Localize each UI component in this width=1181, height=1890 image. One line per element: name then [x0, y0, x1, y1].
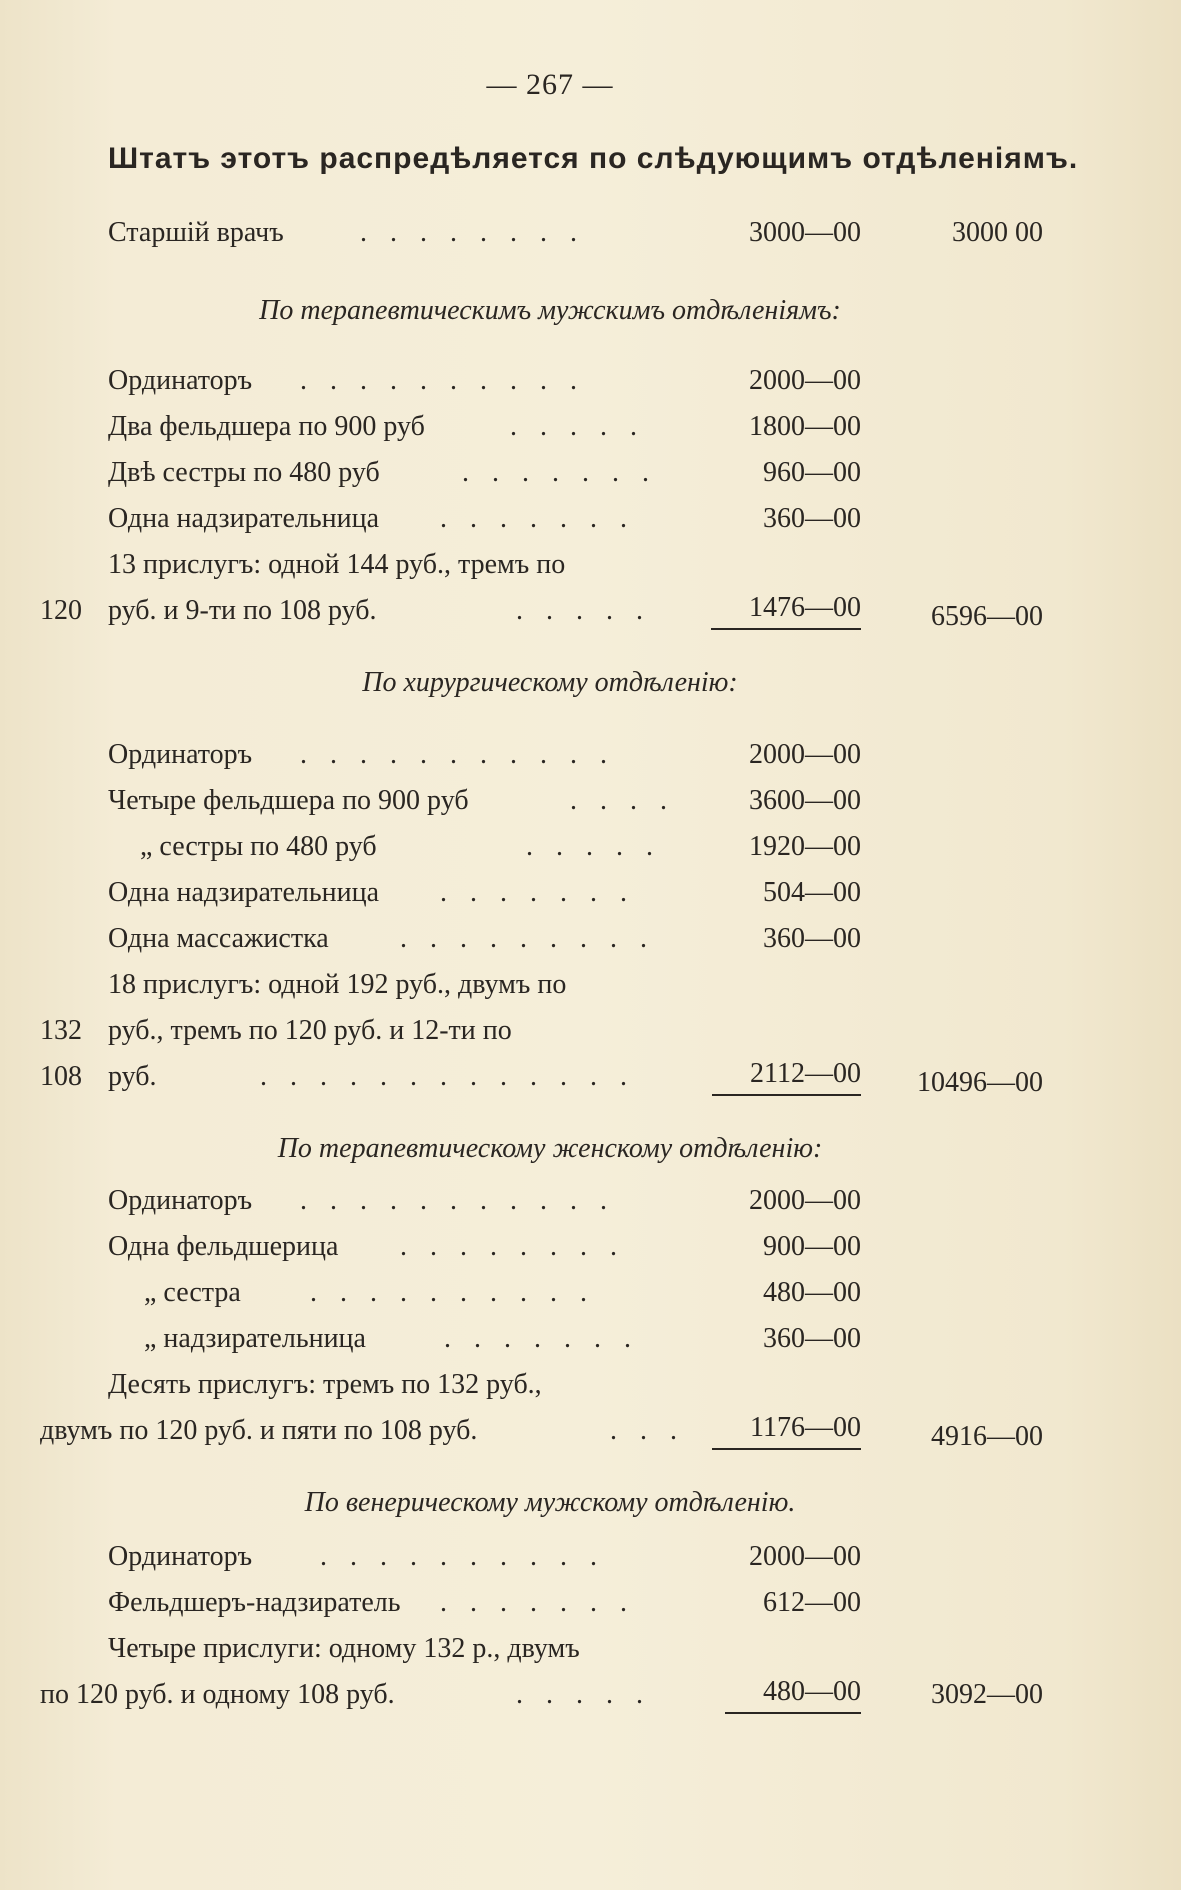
row-nurses: [0, 450, 1181, 496]
row-label: Фельдшеръ-надзиратель: [108, 1587, 401, 1618]
row-servants-line1: [0, 1362, 1181, 1408]
row-label: Ординаторъ: [108, 739, 253, 770]
row-amount: 2000—00: [749, 739, 861, 770]
servants-text: 18 прислугъ: одной 192 руб., двумъ по: [108, 969, 567, 1000]
servants-text: 13 прислугъ: одной 144 руб., тремъ по: [108, 549, 566, 580]
row-label: Ординаторъ: [108, 1185, 253, 1216]
row-label: Ординаторъ: [108, 365, 253, 396]
row-amount: 360—00: [763, 503, 861, 534]
servants-margin-number: 132: [40, 1015, 82, 1046]
section-total: 10496—00: [917, 1067, 1043, 1098]
servants-text: руб., тремъ по 120 руб. и 12-ти по: [108, 1015, 512, 1046]
row-label: Ординаторъ: [108, 1541, 253, 1572]
row-amount: 360—00: [763, 923, 861, 954]
servants-text: руб.: [108, 1061, 157, 1092]
row-servants-line1: [0, 542, 1181, 588]
row-leader: . . . . . . .: [440, 503, 635, 534]
servants-text: по 120 руб. и одному 108 руб.: [40, 1679, 395, 1710]
row-amount: 1920—00: [749, 831, 861, 862]
row-amount: 2000—00: [749, 1185, 861, 1216]
row-nurses: [0, 824, 1181, 870]
row-feldsher-female: [0, 1224, 1181, 1270]
servants-text: руб. и 9-ти по 108 руб.: [108, 595, 377, 626]
row-ordinator: [0, 1534, 1181, 1580]
row-leader: . . . . . . . . . . . . .: [260, 1061, 635, 1092]
row-feldshers: [0, 404, 1181, 450]
row-feldsher-supervisor: [0, 1580, 1181, 1626]
row-masseuse: [0, 916, 1181, 962]
row-servants-line2: [0, 1008, 1181, 1054]
row-label: Одна надзирательница: [108, 877, 380, 908]
row-amount: 480—00: [763, 1277, 861, 1308]
row-leader: . . . . . . .: [462, 457, 657, 488]
section-total: 4916—00: [931, 1421, 1043, 1452]
row-amount: 900—00: [763, 1231, 861, 1262]
row-label: „ сестры по 480 руб: [140, 831, 377, 862]
row-leader: . . . . . . . . . . .: [300, 1185, 615, 1216]
row-leader: . . . . . . . . .: [400, 923, 655, 954]
row-amount: 2112—00: [712, 1054, 861, 1096]
row-label: Одна надзирательница: [108, 503, 380, 534]
row-servants-line1: [0, 962, 1181, 1008]
row-leader: . . . . . . . . . . .: [300, 739, 615, 770]
row-amount: 1476—00: [711, 588, 861, 630]
row-leader: . . . . . . . . . .: [300, 365, 585, 396]
row-amount: 1176—00: [712, 1408, 861, 1450]
row-servants-line3: [0, 1054, 1181, 1100]
row-leader: . . . . .: [516, 595, 651, 626]
row-amount: 360—00: [763, 1323, 861, 1354]
row-amount: 612—00: [763, 1587, 861, 1618]
servants-text: Четыре прислуги: одному 132 р., двумъ: [108, 1633, 580, 1664]
row-ordinator: [0, 1178, 1181, 1224]
row-label: Старшiй врачъ: [108, 217, 284, 248]
row-feldshers: [0, 778, 1181, 824]
servants-margin-number: 108: [40, 1061, 82, 1092]
section-total: 3092—00: [931, 1679, 1043, 1710]
section-total: 6596—00: [931, 601, 1043, 632]
row-leader: . . . . . . .: [440, 1587, 635, 1618]
row-nurse: [0, 1270, 1181, 1316]
row-ordinator: [0, 358, 1181, 404]
section-title-venereal-male: По венерическому мужскому отдѣленiю.: [304, 1487, 796, 1518]
row-leader: . . . . . . . . . .: [320, 1541, 605, 1572]
section-title-surgical: По хирургическому отдѣленiю:: [362, 667, 738, 698]
row-leader: . . .: [610, 1415, 685, 1446]
row-servants-line2: [0, 588, 1181, 634]
row-label: „ надзирательница: [144, 1323, 366, 1354]
section-title-therapeutic-male: По терапевтическимъ мужскимъ отдѣленiямъ:: [259, 295, 841, 326]
row-label: Четыре фельдшера по 900 руб: [108, 785, 469, 816]
row-amount: 2000—00: [749, 365, 861, 396]
row-amount: 960—00: [763, 457, 861, 488]
row-label: Одна фельдшерица: [108, 1231, 339, 1262]
row-leader: . . . . .: [510, 411, 645, 442]
row-leader: . . . . . . .: [444, 1323, 639, 1354]
servants-margin-number: 120: [40, 595, 82, 626]
page-number: — 267 —: [486, 68, 614, 101]
row-ordinator: [0, 732, 1181, 778]
row-leader: . . . . . . . .: [360, 217, 585, 248]
row-servants-line2: [0, 1408, 1181, 1454]
row-amount: 504—00: [763, 877, 861, 908]
row-servants-line2: [0, 1672, 1181, 1718]
row-supervisor: [0, 1316, 1181, 1362]
row-label: Два фельдшера по 900 руб: [108, 411, 425, 442]
servants-text: двумъ по 120 руб. и пяти по 108 руб.: [40, 1415, 478, 1446]
section-title-therapeutic-female: По терапевтическому женскому отдѣленiю:: [277, 1133, 823, 1164]
row-supervisor: [0, 496, 1181, 542]
row-amount: 3600—00: [749, 785, 861, 816]
row-leader: . . . . . . . . . .: [310, 1277, 595, 1308]
row-label: Двѣ сестры по 480 руб: [108, 457, 380, 488]
row-leader: . . . . . . .: [440, 877, 635, 908]
row-supervisor: [0, 870, 1181, 916]
row-senior: [0, 210, 1181, 256]
row-leader: . . . .: [570, 785, 675, 816]
row-total: 3000 00: [952, 217, 1043, 248]
row-label: Одна массажистка: [108, 923, 329, 954]
servants-text: Десять прислугъ: тремъ по 132 руб.,: [108, 1369, 542, 1400]
row-leader: . . . . . . . .: [400, 1231, 625, 1262]
row-label: „ сестра: [144, 1277, 241, 1308]
row-servants-line1: [0, 1626, 1181, 1672]
page-heading: Штатъ этотъ распредѣляется по слѣдующимъ отдѣленiямъ.: [108, 142, 1079, 175]
row-amount: 2000—00: [749, 1541, 861, 1572]
row-leader: . . . . .: [526, 831, 661, 862]
row-amount: 1800—00: [749, 411, 861, 442]
row-leader: . . . . .: [516, 1679, 651, 1710]
row-amount: 480—00: [725, 1672, 861, 1714]
row-amount: 3000—00: [749, 217, 861, 248]
